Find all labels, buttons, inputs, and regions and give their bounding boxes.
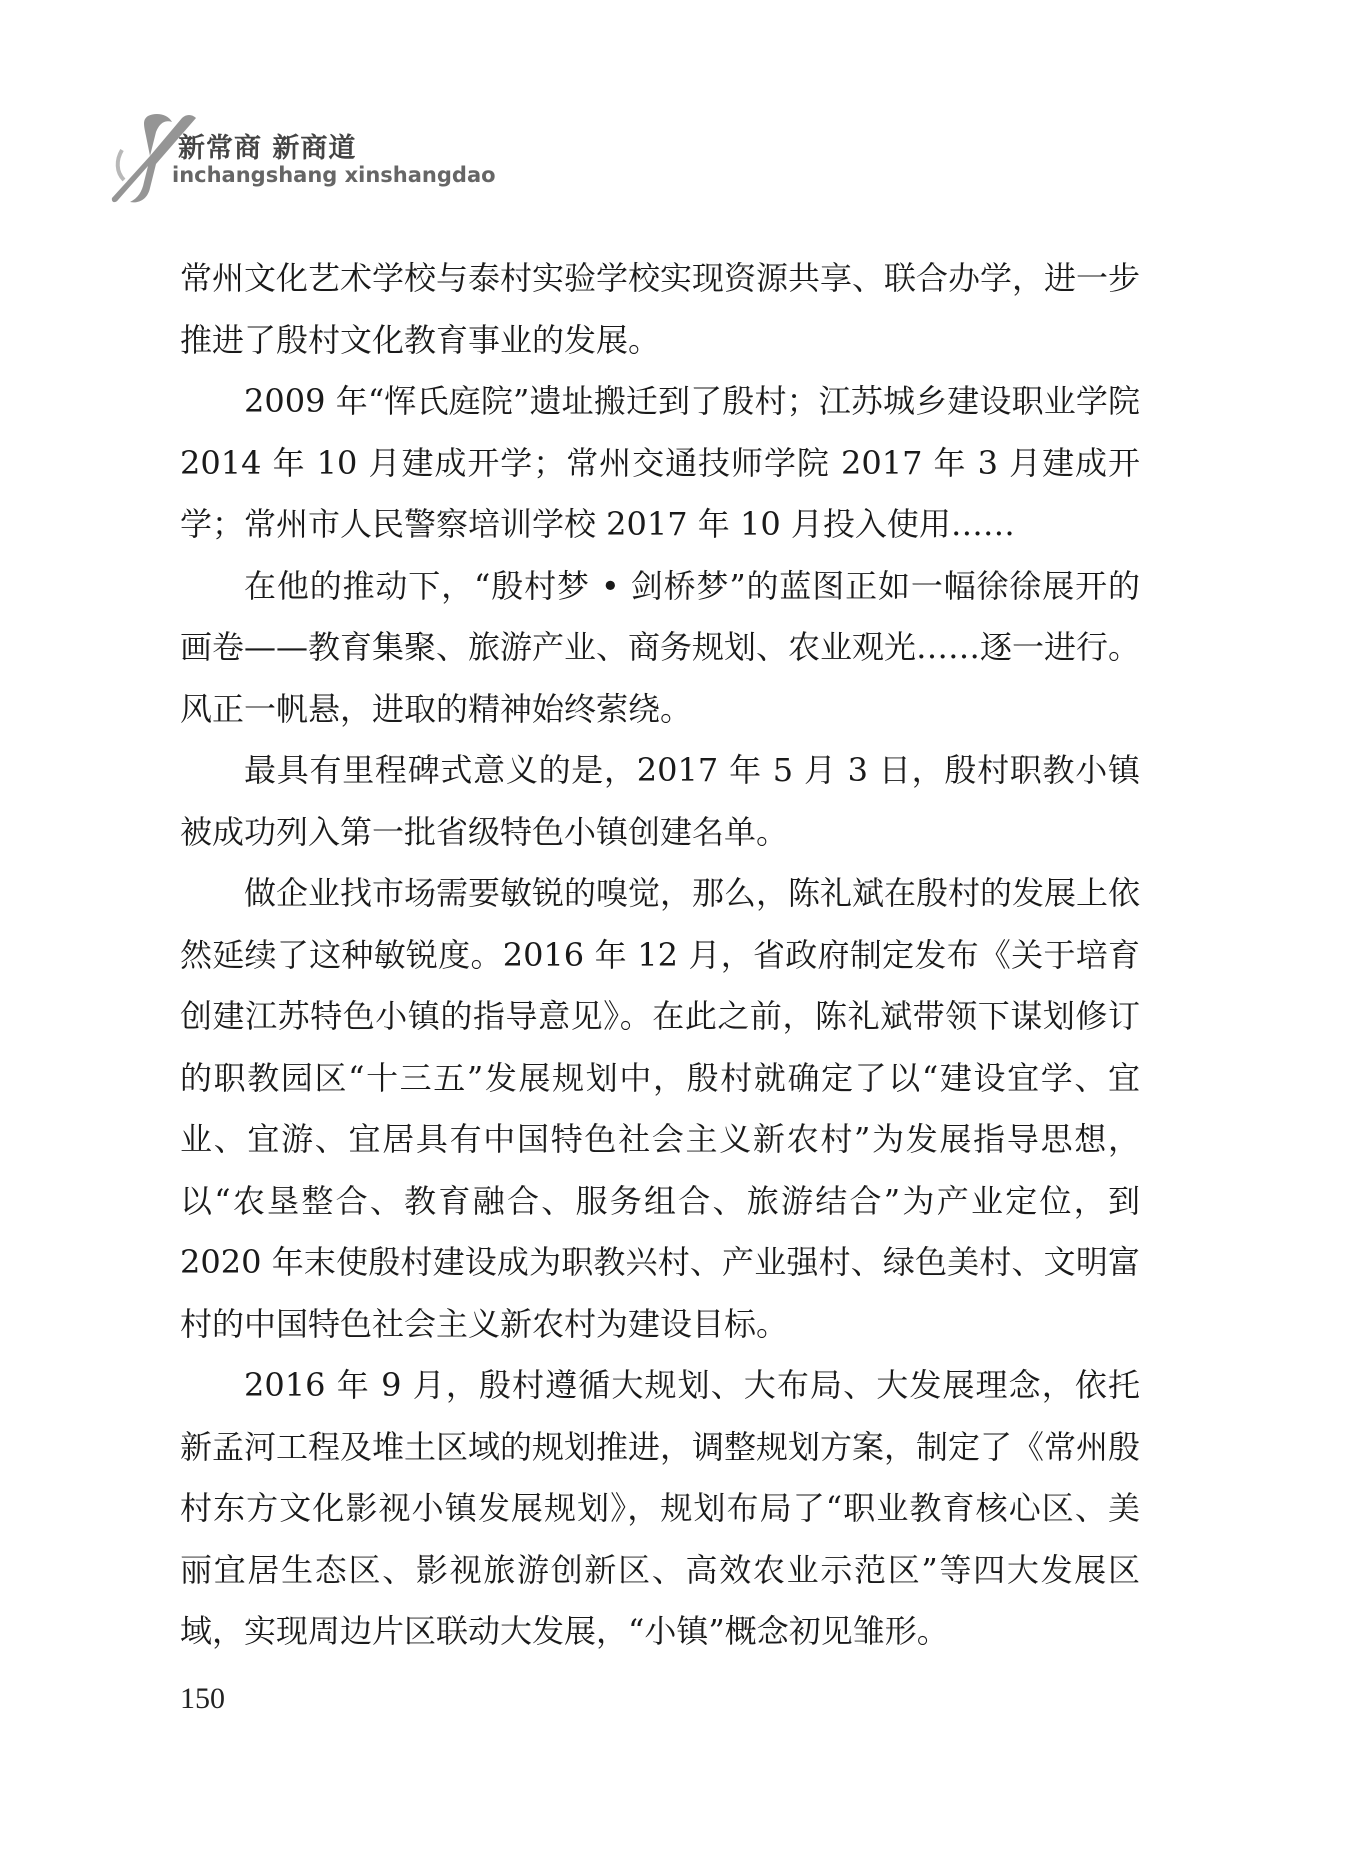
running-header	[110, 110, 530, 210]
header-title: 新常商 新商道	[178, 133, 357, 164]
page-number: 150	[180, 1682, 225, 1715]
paragraph-2: 2009 年“恽氏庭院”遗址搬迁到了殷村；江苏城乡建设职业学院 2014 年 10 月建成开学；常州交通技师学院 2017 年 3 月建成开学；常州市人民警察培训学校 2017 年 10 月投入使用……	[180, 382, 1140, 543]
page-body	[180, 248, 1140, 1663]
paragraph-5: 做企业找市场需要敏锐的嗅觉，那么，陈礼斌在殷村的发展上依然延续了这种敏锐度。2016 年 12 月，省政府制定发布《关于培育创建江苏特色小镇的指导意见》。在此之前，陈礼斌带领下谋划修订的职教园区“十三五”发展规划中，殷村就确定了以“建设宜学、宜业、宜游、宜居具有中国特色社会主义新农村”为发展指导思想，以“农垦整合、教育融合、服务组合、旅游结合”为产业定位，到 2020 年末使殷村建设成为职教兴村、产业强村、绿色美村、文明富村的中国特色社会主义新农村为建设目标。	[180, 874, 1141, 1343]
paragraph-6: 2016 年 9 月，殷村遵循大规划、大布局、大发展理念，依托新孟河工程及堆土区域的规划推进，调整规划方案，制定了《常州殷村东方文化影视小镇发展规划》，规划布局了“职业教育核心区、美丽宜居生态区、影视旅游创新区、高效农业示范区”等四大发展区域，实现周边片区联动大发展，“小镇”概念初见雏形。	[180, 1366, 1141, 1650]
paragraph-4: 最具有里程碑式意义的是，2017 年 5 月 3 日，殷村职教小镇被成功列入第一批省级特色小镇创建名单。	[180, 751, 1140, 851]
header-pinyin: inchangshang xinshangdao	[172, 163, 496, 187]
paragraph-3: 在他的推动下，“殷村梦 • 剑桥梦”的蓝图正如一幅徐徐展开的画卷——教育集聚、旅游产业、商务规划、农业观光……逐一进行。风正一帆悬，进取的精神始终萦绕。	[180, 566, 1141, 728]
paragraph-1: 常州文化艺术学校与泰村实验学校实现资源共享、联合办学，进一步推进了殷村文化教育事业的发展。	[180, 259, 1141, 359]
